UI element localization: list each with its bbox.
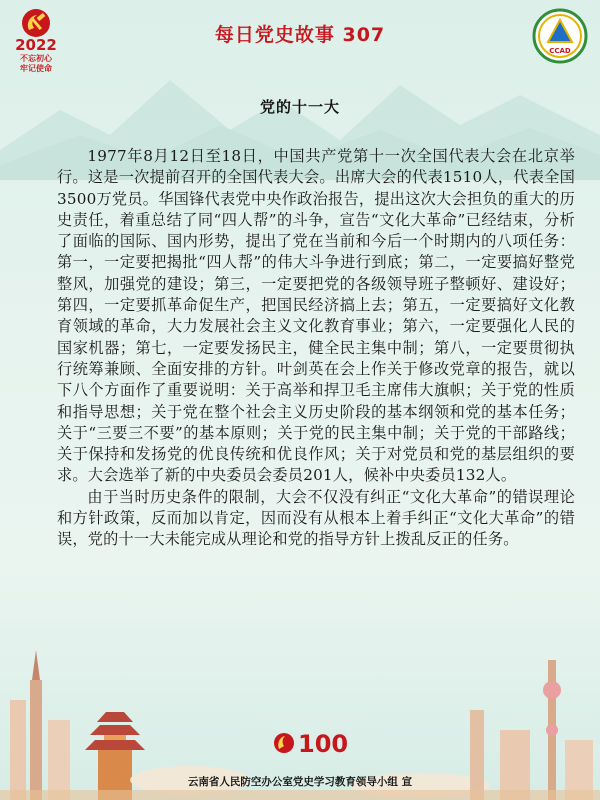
svg-text:100: 100 [298,730,349,758]
civil-air-defense-logo [532,8,588,64]
paragraph: 由于当时历史条件的限制，大会不仅没有纠正“文化大革命”的错误理论和方针政策，反而加以肯定，因而没有从根本上着手纠正“文化大革命”的错误，党的十一大未能完成从理论和党的指导方针上拨乱反正的任务。 [57,487,575,549]
article-title: 党的十一大 [259,98,340,116]
badge-year: 2022 [15,36,57,54]
article-body [57,146,575,551]
footer-credit: 云南省人民防空办公室党史学习教育领导小组 宣 [187,776,413,788]
party-100th-anniversary-logo [272,722,372,764]
series-title: 每日党史故事 307 [214,24,386,46]
svg-text:CCAD: CCAD [549,47,571,55]
badge-motto: 不忘初心 牢记使命 [20,54,52,73]
paragraph: 1977年8月12日至18日，中国共产党第十一次全国代表大会在北京举行。这是一次提前召开的全国代表大会。出席大会的代表1510人，代表全国3500万党员。华国锋代表党中央作政治报告，提出这次大会担负的重大的历史责任，着重总结了同“四人帮”的斗争，宣告“文化大革命”已经结束，分析了面临的国际、国内形势，提出了党在当前和今后一个时期内的八项任务：第一，一定要把揭批“四人帮”的伟大斗争进行到底；第二，一定要搞好整党整风，加强党的建设；第三，一定要把党的各级领导班子整顿好、建设好；第四，一定要抓革命促生产，把国民经济搞上去；第五，一定要搞好文化教育领域的革命，大力发展社会主义文化教育事业；第六，一定要强化人民的国家机器；第七，一定要发扬民主，健全民主集中制；第八，一定要贯彻执行统筹兼顾、全面安排的方针。叶剑英在会上作关于修改党章的报告，就以下八个方面作了重要说明：关于高举和捍卫毛主席伟大旗帜；关于党的性质和指导思想；关于党在整个社会主义历史阶段的基本纲领和党的基本任务；关于“三要三不要”的基本原则；关于党的民主集中制；关于党的干部路线；关于保持和发扬党的优良传统和优良作风；关于对党员和党的基层组织的要求。大会选举了新的中央委员会委员201人，候补中央委员132人。 [57,147,575,485]
